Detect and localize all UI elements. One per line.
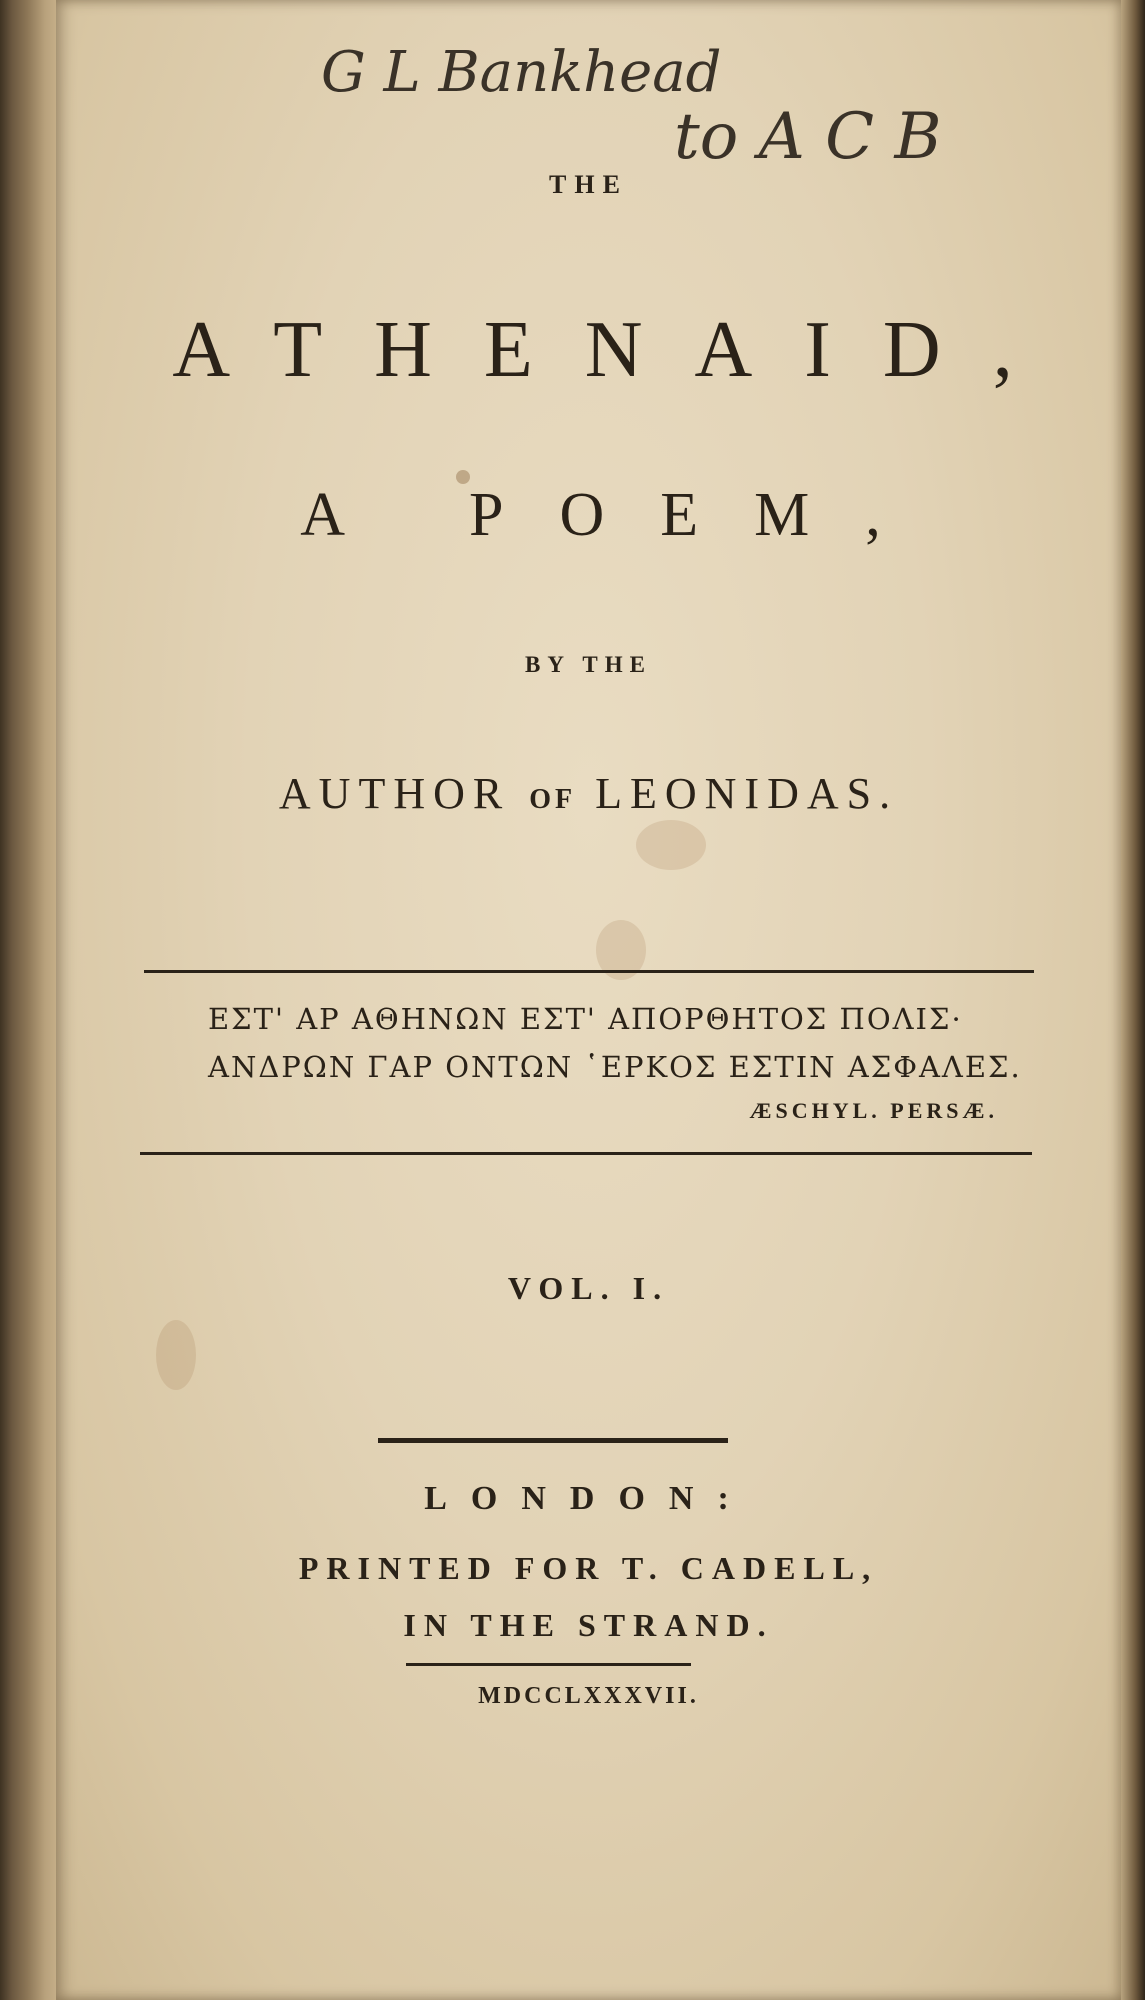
imprint-location: IN THE STRAND. (403, 1607, 774, 1643)
author-prefix: AUTHOR (278, 769, 511, 818)
imprint-rule-bottom (406, 1663, 691, 1666)
imprint-city: LONDON: (424, 1480, 753, 1517)
foxing-stain (636, 820, 706, 870)
epigraph-rule-bottom (140, 1152, 1032, 1155)
epigraph (208, 1002, 1028, 1132)
imprint-printer: PRINTED FOR T. CADELL, (298, 1550, 879, 1586)
epigraph-line1: ΕΣΤ' ΑΡ ΑΘΗΝΩΝ ΕΣΤ' ΑΠΟΡΘΗΤΟΣ ΠΟΛΙΣ· (208, 1002, 963, 1036)
epigraph-rule-top (144, 970, 1034, 973)
imprint-year: MDCCLXXXVII. (478, 1683, 699, 1709)
handwritten-inscription-line1: G L Bankhead (321, 40, 722, 105)
book-title: ATHENAID, (172, 306, 1065, 394)
handwritten-inscription-line2: to A C B (674, 100, 942, 174)
epigraph-attribution: ÆSCHYL. PERSÆ. (749, 1098, 998, 1123)
author-line (56, 768, 1121, 819)
volume-number: VOL. I. (507, 1270, 670, 1306)
title-page (56, 0, 1121, 2000)
book-subtitle: A POEM, (300, 481, 937, 549)
book-binding-left (0, 0, 60, 2000)
imprint-rule-top (378, 1438, 728, 1443)
epigraph-line2: ΑΝΔΡΩΝ ΓΑΡ ΟΝΤΩΝ ῾ΕΡΚΟΣ ΕΣΤΙΝ ΑΣΦΑΛΕΣ. (208, 1050, 1022, 1084)
author-of: OF (529, 784, 577, 815)
book-binding-right (1121, 0, 1145, 2000)
byline-intro: BY THE (524, 652, 652, 677)
foxing-stain (156, 1320, 196, 1390)
title-article: THE (549, 170, 628, 199)
author-name: LEONIDAS. (595, 769, 899, 818)
